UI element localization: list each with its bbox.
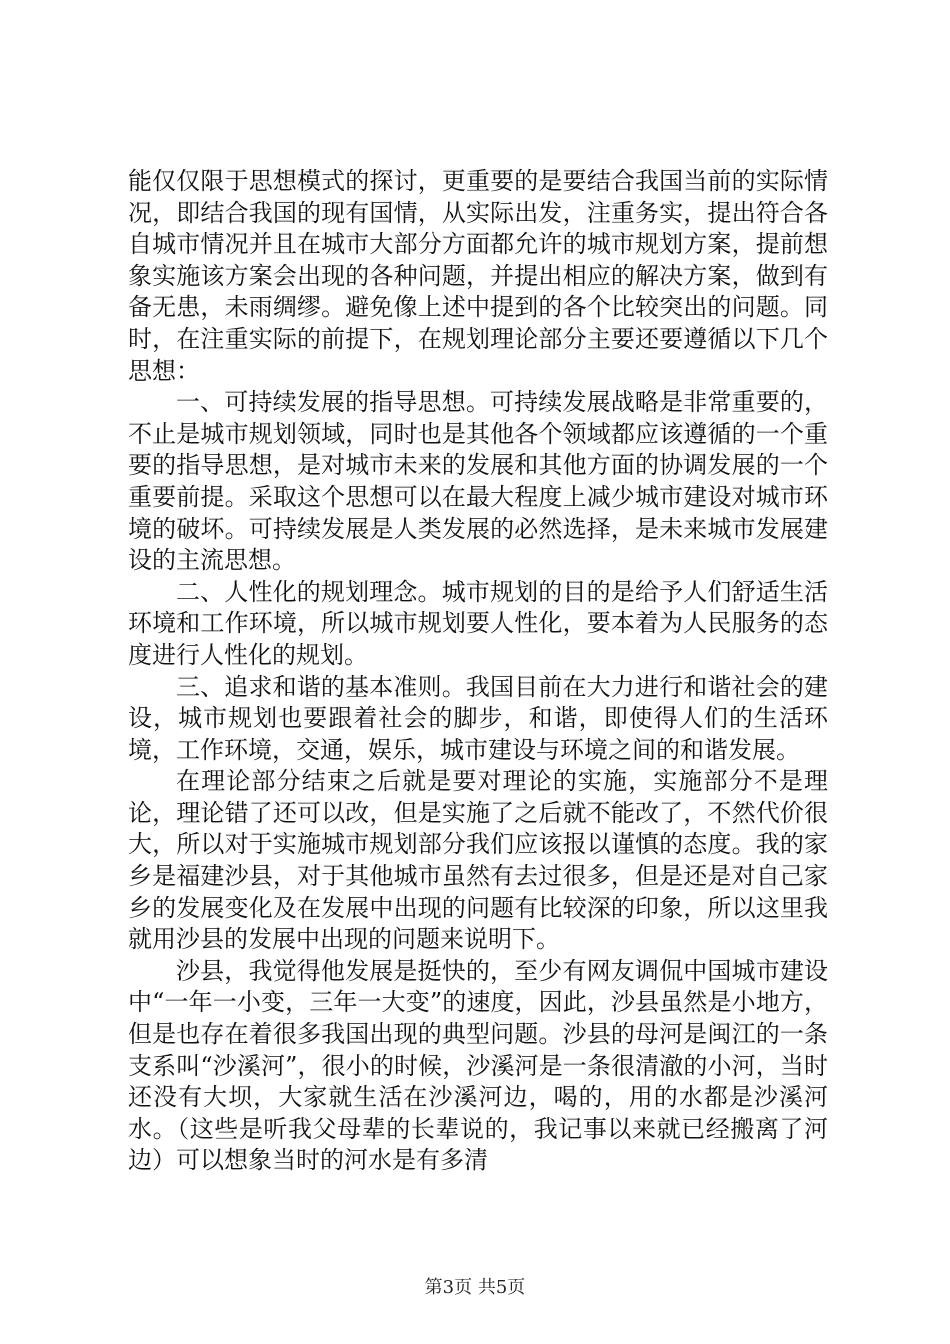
- paragraph-sustainable-development: 一、可持续发展的指导思想。可持续发展战略是非常重要的，不止是城市规划领域，同时也是其他各个领域都应该遵循的一个重要的指导思想，是对城市未来的发展和其他方面的协调发展的一个重要前提。采取这个思想可以在最大程度上减少城市建设对城市环境的破坏。可持续发展是人类发展的必然选择，是未来城市发展建设的主流思想。: [128, 388, 828, 575]
- paragraph-humanized-planning: 二、人性化的规划理念。城市规划的目的是给予人们舒适生活环境和工作环境，所以城市规划要人性化，要本着为人民服务的态度进行人性化的规划。: [128, 577, 828, 669]
- paragraph-continuation: 能仅仅限于思想模式的探讨，更重要的是要结合我国当前的实际情况，即结合我国的现有国情，从实际出发，注重务实，提出符合各自城市情况并且在城市大部分方面都允许的城市规划方案，提前想象实施该方案会出现的各种问题，并提出相应的解决方案，做到有备无患，未雨绸缪。避免像上述中提到的各个比较突出的问题。同时，在注重实际的前提下，在规划理论部分主要还要遵循以下几个思想：: [128, 167, 828, 385]
- paragraph-harmony-principle: 三、追求和谐的基本准则。我国目前在大力进行和谐社会的建设，城市规划也要跟着社会的脚步，和谐，即使得人们的生活环境，工作环境，交通，娱乐，城市建设与环境之间的和谐发展。: [128, 672, 828, 764]
- page-footer: 第3页 共5页: [424, 1277, 526, 1298]
- paragraph-shaxian: 沙县，我觉得他发展是挺快的，至少有网友调侃中国城市建设中“一年一小变，三年一大变”的速度，因此，沙县虽然是小地方，但是也存在着很多我国出现的典型问题。沙县的母河是闽江的一条支系叫“沙溪河”，很小的时候，沙溪河是一条很清澈的小河，当时还没有大坝，大家就生活在沙溪河边，喝的，用的水都是沙溪河水。（这些是听我父母辈的长辈说的，我记事以来就已经搬离了河边）可以想象当时的河水是有多清: [128, 956, 828, 1175]
- paragraph-implementation: 在理论部分结束之后就是要对理论的实施，实施部分不是理论，理论错了还可以改，但是实施了之后就不能改了，不然代价很大，所以对于实施城市规划部分我们应该报以谨慎的态度。我的家乡是福建沙县，对于其他城市虽然有去过很多，但是还是对自己家乡的发展变化及在发展中出现的问题有比较深的印象，所以这里我就用沙县的发展中出现的问题来说明下。: [128, 767, 828, 954]
- document-body: [128, 166, 828, 1177]
